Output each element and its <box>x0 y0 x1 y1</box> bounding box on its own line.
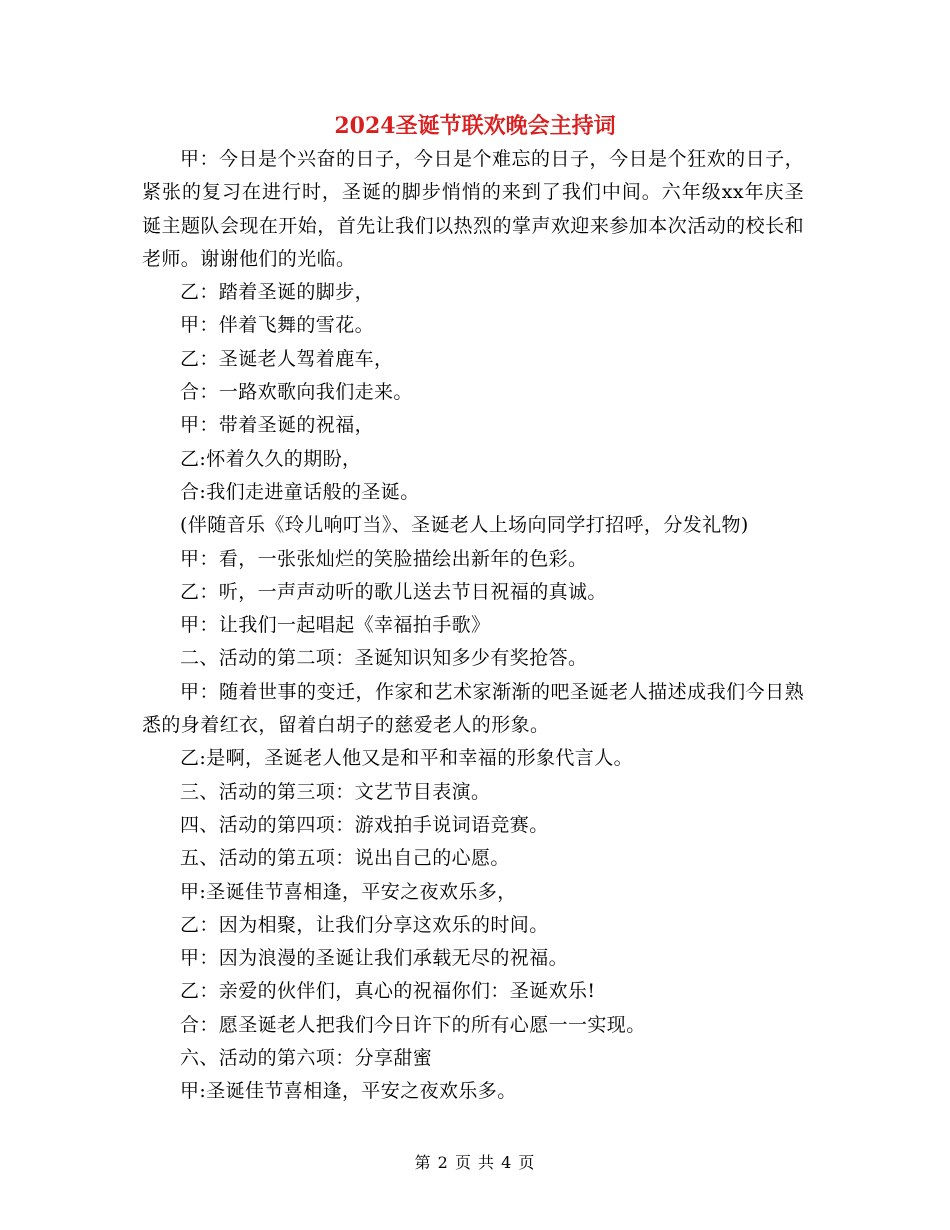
paragraph: 甲：让我们一起唱起《幸福拍手歌》 <box>180 614 491 637</box>
paragraph: 乙:是啊，圣诞老人他又是和平和幸福的形象代言人。 <box>180 747 634 770</box>
paragraph: 乙:怀着久久的期盼， <box>180 447 362 470</box>
paragraph: 三、活动的第三项：文艺节目表演。 <box>180 780 491 803</box>
paragraph: 甲：随着世事的变迁，作家和艺术家渐渐的吧圣诞老人描述成我们今日熟悉的身着红衣，留着白胡子的慈爱老人的形象。 <box>142 680 804 737</box>
paragraph: 甲：带着圣诞的祝福， <box>180 414 375 437</box>
paragraph: 甲:圣诞佳节喜相逢，平安之夜欢乐多， <box>180 880 517 903</box>
paragraph: 甲：今日是个兴奋的日子，今日是个难忘的日子，今日是个狂欢的日子，紧张的复习在进行时，圣诞的脚步悄悄的来到了我们中间。六年级xx年庆圣诞主题队会现在开始，首先让我们以热烈的掌声欢迎来参加本次活动的校长和老师。谢谢他们的光临。 <box>142 148 804 270</box>
paragraph: 合：愿圣诞老人把我们今日许下的所有心愿一一实现。 <box>180 1013 646 1036</box>
paragraph: 乙：亲爱的伙伴们，真心的祝福你们：圣诞欢乐! <box>180 980 596 1003</box>
paragraph: 二、活动的第二项：圣诞知识知多少有奖抢答。 <box>180 647 588 670</box>
paragraph: 甲:圣诞佳节喜相逢，平安之夜欢乐多。 <box>180 1080 517 1103</box>
paragraph: 甲：因为浪漫的圣诞让我们承载无尽的祝福。 <box>180 947 569 970</box>
paragraph: 乙：因为相聚，让我们分享这欢乐的时间。 <box>180 913 549 936</box>
document-title: 2024圣诞节联欢晚会主持词 <box>334 113 616 139</box>
paragraph: 乙：听，一声声动听的歌儿送去节日祝福的真诚。 <box>180 580 607 603</box>
paragraph: 乙：圣诞老人驾着鹿车， <box>180 347 394 370</box>
paragraph: 六、活动的第六项：分享甜蜜 <box>180 1047 433 1070</box>
paragraph: 合:我们走进童话般的圣诞。 <box>180 480 420 503</box>
paragraph: 五、活动的第五项：说出自己的心愿。 <box>180 847 510 870</box>
paragraph: (伴随音乐《玲儿响叮当》、圣诞老人上场向同学打招呼，分发礼物) <box>180 514 749 537</box>
paragraph: 甲：伴着飞舞的雪花。 <box>180 314 375 337</box>
paragraph: 甲：看，一张张灿烂的笑脸描绘出新年的色彩。 <box>180 547 588 570</box>
page-footer: 第 2 页 共 4 页 <box>414 1153 536 1172</box>
paragraph: 四、活动的第四项：游戏拍手说词语竞赛。 <box>180 813 549 836</box>
paragraph: 乙：踏着圣诞的脚步， <box>180 281 375 304</box>
document-body <box>142 143 804 1109</box>
paragraph: 合：一路欢歌向我们走来。 <box>180 381 413 404</box>
